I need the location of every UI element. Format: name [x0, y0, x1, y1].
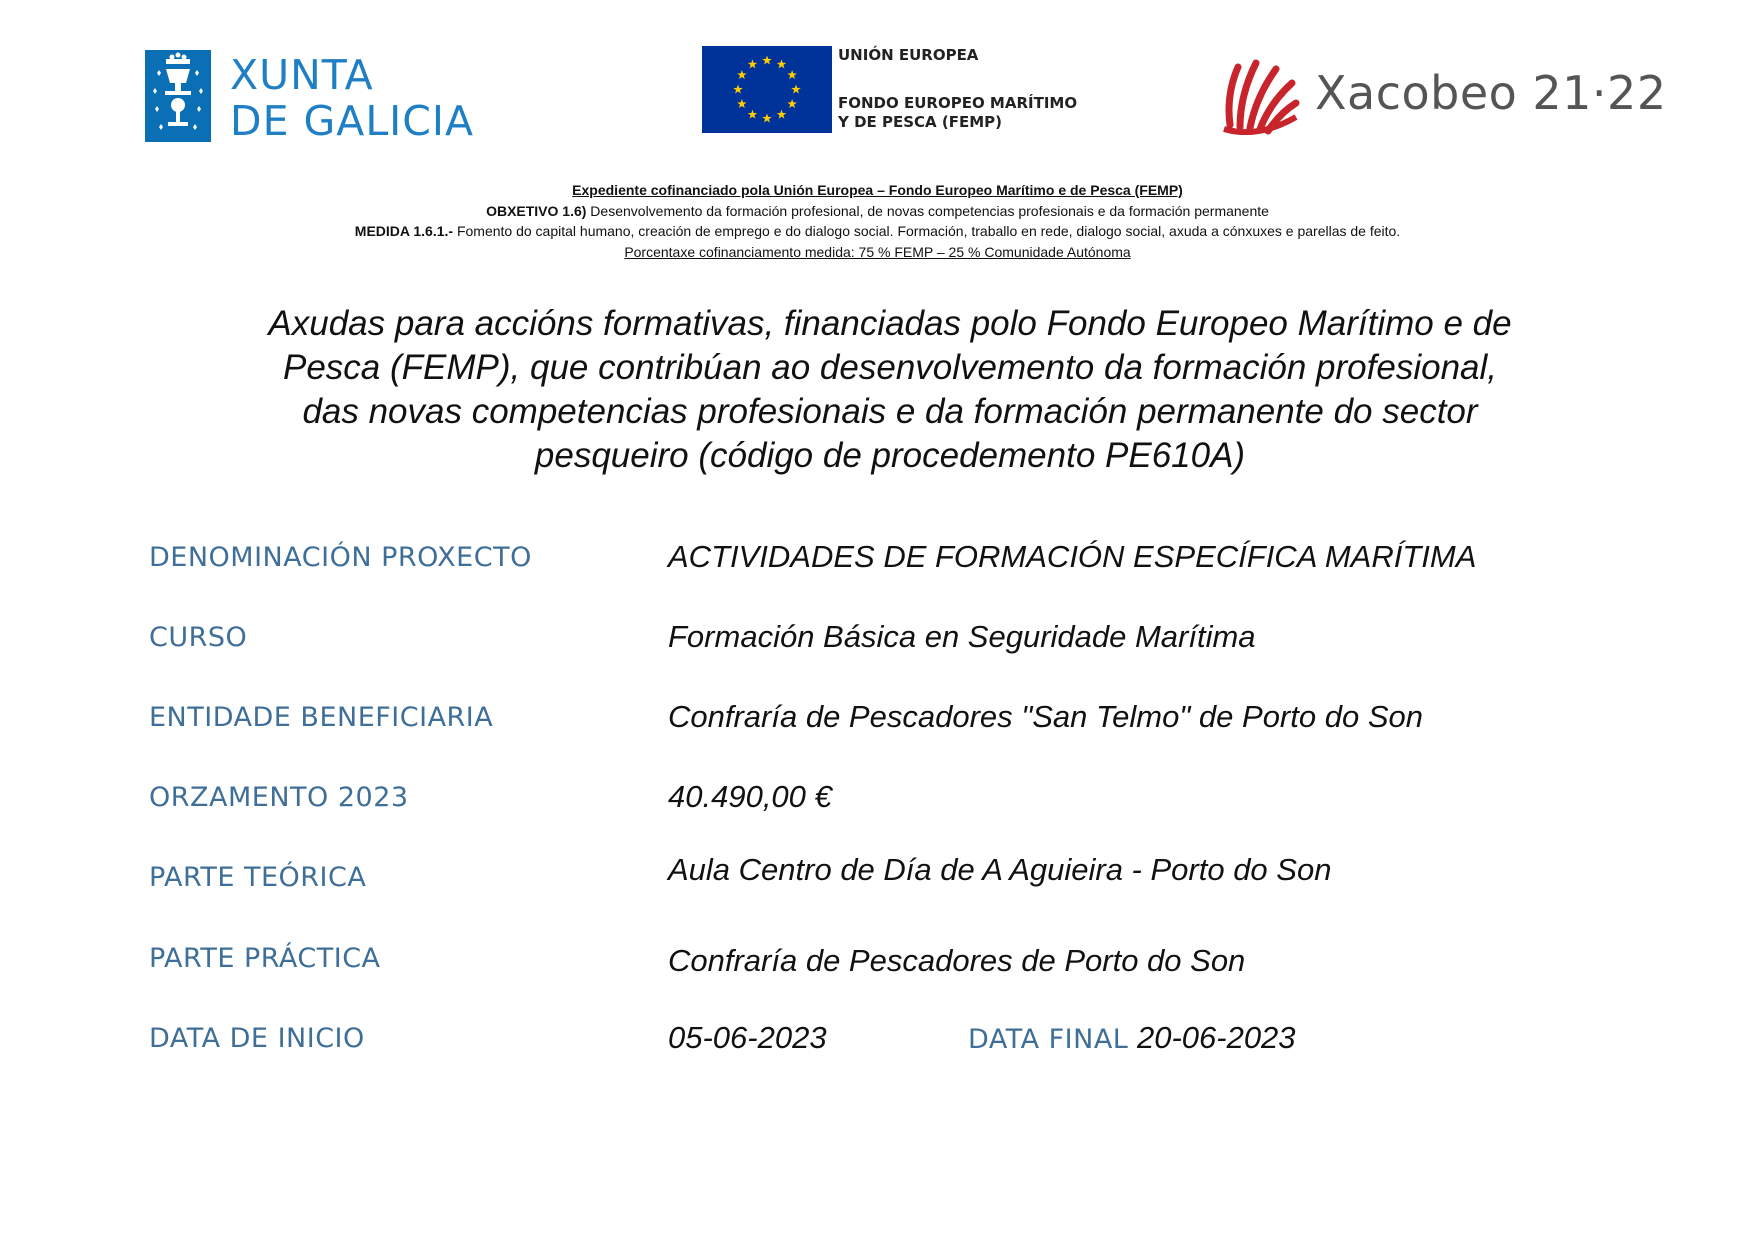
eu-star-icon	[748, 59, 758, 68]
budget-label: ORZAMENTO 2023	[149, 782, 409, 813]
title-line2: Pesca (FEMP), que contribúan ao desenvolvemento da formación profesional,	[283, 348, 1497, 387]
title-line4: pesqueiro (código de procedemento PE610A)	[534, 436, 1246, 475]
budget-value: 40.490,00 €	[668, 779, 832, 814]
eu-star-icon	[777, 110, 787, 119]
eu-star-icon	[762, 114, 772, 123]
eu-star-icon	[748, 110, 758, 119]
xunta-logo-line2: DE GALICIA	[230, 97, 475, 145]
eu-star-icon	[791, 85, 801, 94]
title-line3: das novas competencias profesionais e da formación permanente do sector	[302, 392, 1478, 431]
end-date-group	[968, 1019, 1296, 1059]
eu-star-icon	[737, 70, 747, 79]
measure-text: Fomento do capital humano, creación de emprego e do dialogo social. Formación, traballo en rede, dialogo social, axuda a cónxuxes e parellas de feito.	[453, 223, 1401, 239]
eu-star-icon	[787, 99, 797, 108]
eu-star-icon	[762, 56, 772, 65]
course-value: Formación Básica en Seguridade Marítima	[668, 619, 1256, 654]
theory-label: PARTE TEÓRICA	[149, 862, 367, 893]
xunta-logo-line1: XUNTA	[230, 51, 374, 99]
course-label: CURSO	[149, 622, 248, 653]
eu-star-icon	[737, 99, 747, 108]
page-title	[150, 302, 1630, 478]
xunta-logo-text	[230, 52, 474, 144]
practice-label: PARTE PRÁCTICA	[149, 943, 381, 974]
cofinancing-header: Expediente cofinanciado pola Unión Europea – Fondo Europeo Marítimo e de Pesca (FEMP)	[572, 182, 1183, 198]
eu-logo-fund-line1: FONDO EUROPEO MARÍTIMO	[838, 94, 1078, 112]
cofinancing-percentage: Porcentaxe cofinanciamento medida: 75 % FEMP – 25 % Comunidade Autónoma	[624, 243, 1131, 260]
measure-code: MEDIDA 1.6.1.-	[354, 223, 454, 239]
practice-value: Confraría de Pescadores de Porto do Son	[668, 943, 1246, 978]
beneficiary-value: Confraría de Pescadores "San Telmo" de Porto do Son	[668, 699, 1423, 734]
xunta-coat-of-arms-icon	[145, 50, 211, 142]
objective-line	[200, 201, 1555, 222]
xacobeo-logo-text: Xacobeo 21·22	[1315, 66, 1667, 120]
eu-star-icon	[733, 85, 743, 94]
end-date-value: 20-06-2023	[1136, 1020, 1296, 1055]
eu-star-icon	[777, 59, 787, 68]
objective-code: OBXETIVO 1.6)	[486, 202, 587, 219]
eu-star-icon	[787, 70, 797, 79]
project-value: ACTIVIDADES DE FORMACIÓN ESPECÍFICA MARÍTIMA	[668, 539, 1477, 574]
cofinancing-block	[200, 180, 1555, 262]
theory-value: Aula Centro de Día de A Aguieira - Porto do Son	[668, 852, 1332, 887]
eu-logo-fund	[838, 94, 1077, 132]
objective-text: Desenvolvemento da formación profesional, de novas competencias profesionais e da formación permanente	[586, 202, 1269, 219]
eu-flag-icon	[702, 46, 832, 133]
measure-line	[200, 221, 1555, 242]
project-label: DENOMINACIÓN PROXECTO	[149, 542, 532, 573]
beneficiary-label: ENTIDADE BENEFICIARIA	[149, 702, 494, 733]
start-date-value: 05-06-2023	[668, 1020, 827, 1055]
eu-logo-title: UNIÓN EUROPEA	[838, 46, 979, 64]
title-line1: Axudas para accións formativas, financiadas polo Fondo Europeo Marítimo e de	[268, 304, 1512, 343]
end-date-label: DATA FINAL	[968, 1024, 1129, 1055]
start-date-label: DATA DE INICIO	[149, 1023, 365, 1054]
xacobeo-scallop-icon	[1218, 55, 1300, 135]
eu-logo-fund-line2: Y DE PESCA (FEMP)	[838, 113, 1003, 131]
